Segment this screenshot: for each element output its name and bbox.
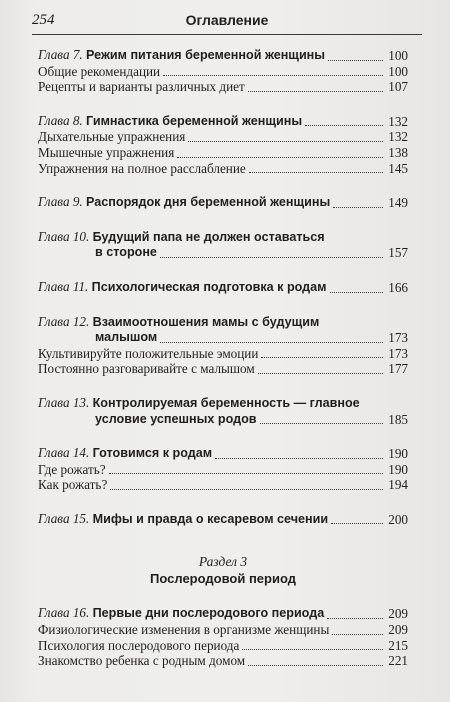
chapter-title-continuation: условие успешных родов [95, 411, 257, 426]
subentry-text: Мышечные упражнения [38, 144, 175, 160]
chapter-title: Распорядок дня беременной женщины [86, 195, 331, 210]
leader-dots [249, 171, 383, 173]
leader-dots [328, 59, 383, 61]
chapter-title: Первые дни послеродового периода [92, 606, 325, 621]
toc-subentry [38, 638, 408, 654]
toc-entry-continuation [38, 330, 408, 346]
chapter-11 [38, 280, 408, 296]
chapter-title: Гимнастика беременной женщины [86, 113, 303, 128]
page-ref: 190 [388, 446, 408, 462]
leader-dots [327, 617, 383, 619]
table-of-contents [38, 48, 408, 669]
toc-entry [38, 512, 408, 528]
chapter-label: Глава 7. [38, 47, 83, 62]
page-ref: 138 [388, 144, 408, 160]
leader-dots [258, 372, 383, 374]
leader-dots [110, 488, 383, 490]
leader-dots [305, 124, 383, 126]
page-ref: 149 [388, 195, 408, 211]
chapter-label: Глава 12. [38, 313, 90, 329]
toc-subentry [38, 477, 408, 493]
toc-subentry [38, 346, 408, 362]
chapter-title-continuation: малышом [95, 330, 158, 345]
toc-subentry [38, 622, 408, 638]
page-ref: 145 [388, 160, 408, 176]
leader-dots [248, 664, 383, 666]
page-ref: 194 [388, 477, 408, 493]
leader-dots [333, 206, 383, 208]
chapter-title: Будущий папа не должен оставаться [92, 229, 325, 244]
chapter-label: Глава 15. [38, 510, 90, 526]
chapter-title: Мифы и правда о кесаревом сечении [92, 511, 329, 526]
page-number: 254 [32, 12, 55, 28]
leader-dots [261, 356, 383, 358]
section-title: Послеродовой период [150, 571, 296, 587]
leader-dots [160, 256, 383, 258]
toc-subentry [38, 653, 408, 669]
chapter-label: Глава 10. [38, 228, 90, 244]
chapter-14 [38, 446, 408, 493]
leader-dots [330, 291, 384, 293]
page-ref: 173 [388, 330, 408, 346]
leader-dots [177, 156, 383, 158]
subentry-text: Дыхательные упражнения [38, 129, 186, 145]
subentry-text: Физиологические изменения в организме женщины [38, 622, 330, 638]
toc-entry [38, 446, 408, 462]
toc-entry [38, 315, 408, 331]
toc-entry [38, 114, 408, 130]
chapter-13 [38, 396, 408, 427]
chapter-label: Глава 14. [38, 445, 90, 461]
page-ref: 132 [388, 129, 408, 145]
page-ref: 157 [388, 245, 408, 261]
leader-dots [332, 633, 383, 635]
toc-entry [38, 195, 408, 211]
page-ref: 209 [388, 606, 408, 622]
chapter-title: Психологическая подготовка к родам [91, 279, 327, 294]
chapter-15 [38, 512, 408, 528]
leader-dots [331, 522, 383, 524]
page-ref: 173 [388, 345, 408, 361]
chapter-10 [38, 230, 408, 261]
toc-entry [38, 230, 408, 246]
subentry-text: Упражнения на полное расслабление [38, 160, 246, 176]
chapter-16 [38, 606, 408, 668]
leader-dots [163, 74, 383, 76]
leader-dots [215, 457, 383, 459]
page-header [32, 12, 422, 35]
chapter-label: Глава 9. [38, 194, 83, 210]
subentry-text: Психология послеродового периода [38, 637, 240, 653]
page-ref: 107 [388, 79, 408, 95]
subentry-text: Постоянно разговаривайте с малышом [38, 361, 255, 377]
leader-dots [109, 472, 383, 474]
section-heading [38, 553, 408, 587]
toc-subentry [38, 361, 408, 377]
toc-entry-continuation [38, 245, 408, 261]
toc-subentry [38, 462, 408, 478]
section-label: Раздел 3 [198, 554, 248, 570]
subentry-text: Рецепты и варианты различных диет [38, 79, 245, 95]
chapter-12 [38, 315, 408, 377]
toc-subentry [38, 79, 408, 95]
subentry-text: Как рожать? [38, 477, 108, 493]
page-ref: 100 [388, 48, 408, 63]
chapter-label: Глава 8. [38, 112, 83, 128]
running-title: Оглавление [185, 12, 269, 28]
page-ref: 177 [388, 361, 408, 377]
page-ref: 209 [388, 622, 408, 638]
chapter-7 [38, 48, 408, 95]
chapter-8 [38, 114, 408, 176]
page-ref: 221 [388, 653, 408, 669]
toc-entry [38, 606, 408, 622]
chapter-title: Взаимоотношения мамы с будущим [92, 314, 320, 329]
chapter-title: Готовимся к родам [92, 446, 213, 461]
leader-dots [248, 90, 383, 92]
toc-entry [38, 396, 408, 412]
toc-subentry [38, 129, 408, 145]
page-ref: 100 [388, 63, 408, 79]
subentry-text: Знакомство ребенка с родным домом [38, 653, 246, 669]
chapter-label: Глава 11. [38, 278, 89, 294]
chapter-label: Глава 16. [38, 605, 90, 621]
chapter-title-continuation: в стороне [95, 245, 157, 260]
subentry-text: Общие рекомендации [38, 63, 161, 79]
page-ref: 200 [388, 511, 408, 527]
page-ref: 132 [388, 113, 408, 129]
toc-subentry [38, 145, 408, 161]
leader-dots [260, 422, 383, 424]
page-ref: 215 [388, 637, 408, 653]
chapter-9 [38, 195, 408, 211]
chapter-label: Глава 13. [38, 394, 90, 410]
subentry-text: Культивируйте положительные эмоции [38, 345, 259, 361]
chapter-title: Контролируемая беременность — главное [92, 395, 360, 410]
subentry-text: Где рожать? [38, 461, 106, 477]
toc-subentry [38, 64, 408, 80]
toc-entry [38, 280, 408, 296]
page-ref: 185 [388, 411, 408, 427]
leader-dots [188, 140, 383, 142]
page-ref: 190 [388, 461, 408, 477]
leader-dots [242, 648, 383, 650]
toc-subentry [38, 161, 408, 177]
chapter-title: Режим питания беременной женщины [86, 48, 326, 62]
toc-entry-continuation [38, 412, 408, 428]
toc-entry [38, 48, 408, 64]
leader-dots [160, 341, 383, 343]
page-ref: 166 [388, 279, 408, 295]
